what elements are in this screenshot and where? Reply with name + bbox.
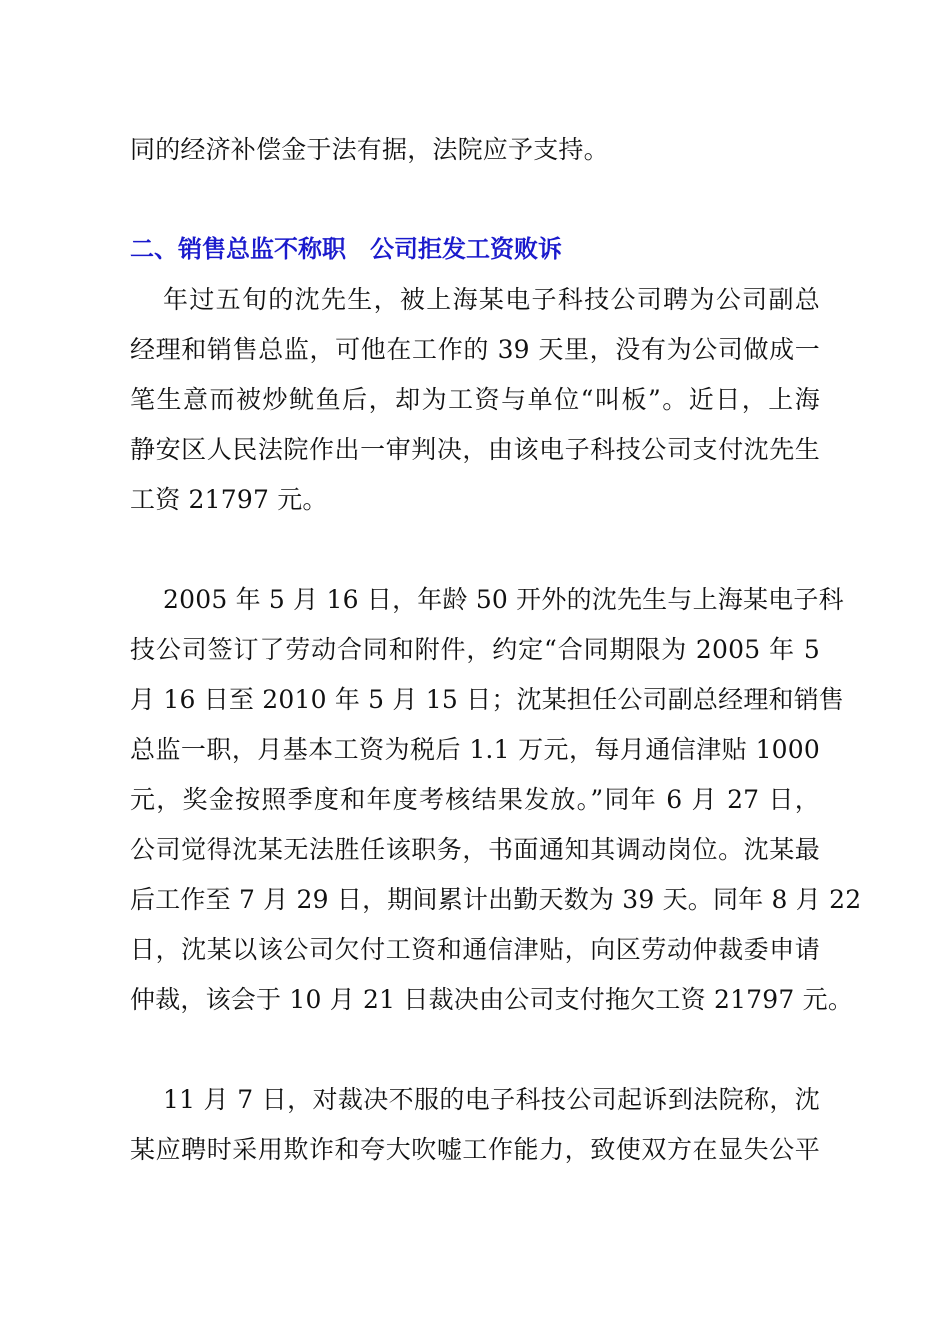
paragraph-line: 2005 年 5 月 16 日，年龄 50 开外的沈先生与上海某电子科 [163,585,844,614]
paragraph-line: 后工作至 7 月 29 日，期间累计出勤天数为 39 天。同年 8 月 22 [130,885,862,914]
paragraph-line: 静安区人民法院作出一审判决，由该电子科技公司支付沈先生 [130,435,820,464]
paragraph-line: 11 月 7 日，对裁决不服的电子科技公司起诉到法院称，沈 [163,1085,820,1114]
section-heading: 二、销售总监不称职 公司拒发工资败诉 [130,235,562,263]
paragraph-line: 年过五旬的沈先生，被上海某电子科技公司聘为公司副总 [163,285,820,314]
paragraph-line: 技公司签订了劳动合同和附件，约定“合同期限为 2005 年 5 [130,635,820,664]
paragraph-line: 元，奖金按照季度和年度考核结果发放。”同年 6 月 27 日， [130,785,820,814]
paragraph-line: 日，沈某以该公司欠付工资和通信津贴，向区劳动仲裁委申请 [130,935,820,964]
paragraph-line: 公司觉得沈某无法胜任该职务，书面通知其调动岗位。沈某最 [130,835,820,864]
paragraph-line: 工资 21797 元。 [130,485,328,514]
paragraph-line: 总监一职，月基本工资为税后 1.1 万元，每月通信津贴 1000 [130,735,820,764]
paragraph-line: 经理和销售总监，可他在工作的 39 天里，没有为公司做成一 [130,335,820,364]
paragraph-line: 某应聘时采用欺诈和夸大吹嘘工作能力，致使双方在显失公平 [130,1135,820,1164]
paragraph-line: 仲裁，该会于 10 月 21 日裁决由公司支付拖欠工资 21797 元。 [130,985,854,1014]
paragraph-line: 笔生意而被炒鱿鱼后，却为工资与单位“叫板”。近日，上海 [130,385,820,414]
intro-line: 同的经济补偿金于法有据，法院应予支持。 [130,135,609,164]
paragraph-line: 月 16 日至 2010 年 5 月 15 日；沈某担任公司副总经理和销售 [130,685,845,714]
